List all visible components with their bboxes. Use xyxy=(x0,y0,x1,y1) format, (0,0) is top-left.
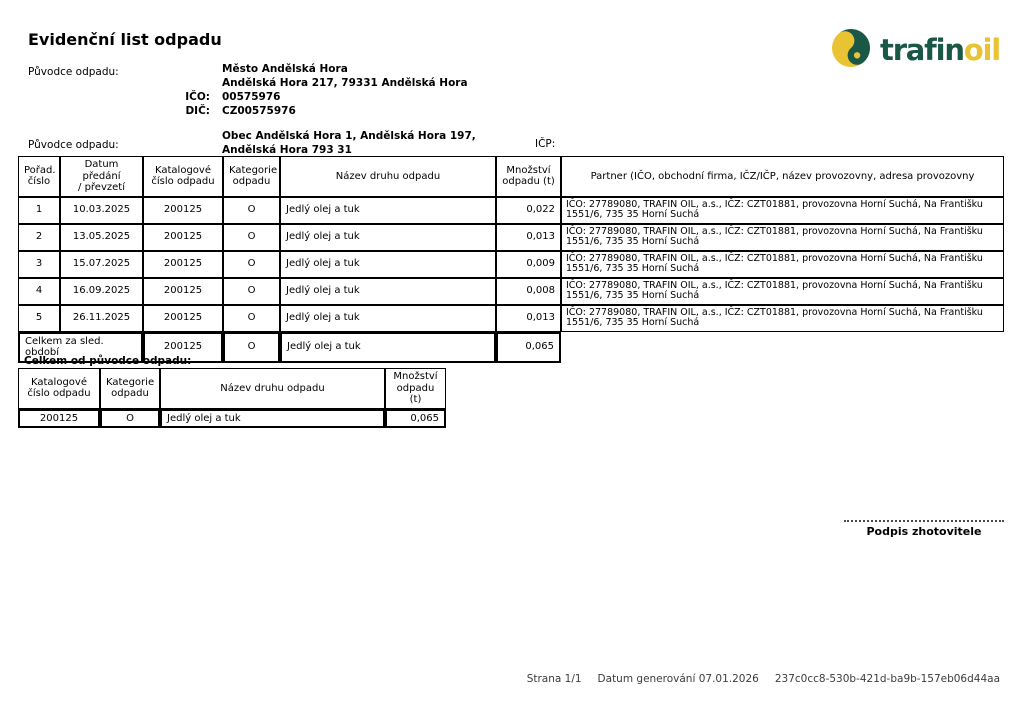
cell-katalog: 200125 xyxy=(143,305,223,332)
empty-cell xyxy=(561,332,1004,363)
table-row xyxy=(18,197,1004,224)
cell-partner: IČO: 27789080, TRAFIN OIL, a.s., IČZ: CZT01881, provozovna Horní Suchá, Na Františku 1551/6, 735 35 Horní Suchá xyxy=(561,305,1004,332)
icp-label: IČP: xyxy=(535,138,556,150)
originator1-address: Andělská Hora 217, 79331 Andělská Hora xyxy=(222,77,468,89)
cell-nazev: Jedlý olej a tuk xyxy=(280,305,496,332)
cell-nazev: Jedlý olej a tuk xyxy=(280,278,496,305)
cell-kategorie: O xyxy=(223,305,280,332)
total-katalog: 200125 xyxy=(143,332,223,363)
spacer xyxy=(146,76,210,90)
cell-mnozstvi: 0,013 xyxy=(496,224,561,251)
col-header-nazev: Název druhu odpadu xyxy=(280,156,496,197)
cell-kategorie: O xyxy=(223,224,280,251)
cell-porad: 5 xyxy=(18,305,60,332)
summary-table xyxy=(18,368,446,428)
cell-nazev: Jedlý olej a tuk xyxy=(160,409,385,429)
total-nazev: Jedlý olej a tuk xyxy=(280,332,496,363)
cell-kategorie: O xyxy=(223,278,280,305)
table-row xyxy=(18,224,1004,251)
cell-nazev: Jedlý olej a tuk xyxy=(280,251,496,278)
trafinoil-logo-icon xyxy=(831,28,871,72)
waste-records-table xyxy=(18,156,1004,363)
cell-datum: 26.11.2025 xyxy=(60,305,143,332)
cell-partner: IČO: 27789080, TRAFIN OIL, a.s., IČZ: CZT01881, provozovna Horní Suchá, Na Františku 1551/6, 735 35 Horní Suchá xyxy=(561,224,1004,251)
waste-table-header-row xyxy=(18,156,1004,197)
table-row xyxy=(18,305,1004,332)
dic-label: DIČ: xyxy=(185,105,210,117)
footer-document-uuid: 237c0cc8-530b-421d-ba9b-157eb06d44aa xyxy=(774,673,1000,685)
summary-heading: Celkem od původce odpadu: xyxy=(24,355,192,367)
ico-value: 00575976 xyxy=(222,91,281,103)
originator1-label: Původce odpadu: xyxy=(28,66,119,78)
summary-header-row xyxy=(18,368,446,409)
originator1-info xyxy=(146,62,468,118)
originator2-address: Obec Andělská Hora 1, Andělská Hora 197, Andělská Hora 793 31 xyxy=(222,130,476,156)
cell-kategorie: O xyxy=(223,197,280,224)
signature-dotted-line xyxy=(844,520,1004,522)
cell-datum: 15.07.2025 xyxy=(60,251,143,278)
cell-datum: 16.09.2025 xyxy=(60,278,143,305)
cell-datum: 10.03.2025 xyxy=(60,197,143,224)
total-kategorie: O xyxy=(223,332,280,363)
cell-katalog: 200125 xyxy=(143,278,223,305)
cell-katalog: 200125 xyxy=(143,251,223,278)
col-header-mnozstvi: Množství odpadu (t) xyxy=(496,156,561,197)
cell-katalog: 200125 xyxy=(143,197,223,224)
cell-mnozstvi: 0,008 xyxy=(496,278,561,305)
col-header-datum: Datum předání / převzetí xyxy=(60,156,143,197)
cell-mnozstvi: 0,009 xyxy=(496,251,561,278)
trafinoil-logo xyxy=(831,28,1000,72)
signature-block xyxy=(838,520,1010,538)
cell-katalog: 200125 xyxy=(143,224,223,251)
cell-mnozstvi: 0,065 xyxy=(385,409,446,429)
logo-word-trafin: trafin xyxy=(880,32,964,67)
col-header-nazev: Název druhu odpadu xyxy=(160,368,385,409)
total-mnozstvi: 0,065 xyxy=(496,332,561,363)
originator2-label: Původce odpadu: xyxy=(28,139,119,151)
page-title: Evidenční list odpadu xyxy=(28,30,222,49)
footer-generated-date: Datum generování 07.01.2026 xyxy=(597,673,759,685)
col-header-partner: Partner (IČO, obchodní firma, IČZ/IČP, název provozovny, adresa provozovny xyxy=(561,156,1004,197)
ico-label: IČO: xyxy=(185,91,210,103)
cell-mnozstvi: 0,013 xyxy=(496,305,561,332)
cell-porad: 4 xyxy=(18,278,60,305)
spacer xyxy=(146,62,210,76)
signature-label: Podpis zhotovitele xyxy=(866,525,982,538)
cell-porad: 1 xyxy=(18,197,60,224)
cell-katalog: 200125 xyxy=(18,409,100,429)
cell-kategorie: O xyxy=(100,409,160,429)
col-header-porad: Pořad. číslo xyxy=(18,156,60,197)
col-header-katalog: Katalogové číslo odpadu xyxy=(18,368,100,409)
col-header-kategorie: Kategorie odpadu xyxy=(100,368,160,409)
cell-nazev: Jedlý olej a tuk xyxy=(280,197,496,224)
logo-wordmark xyxy=(880,32,1000,67)
logo-word-oil: oil xyxy=(963,32,1000,67)
cell-porad: 2 xyxy=(18,224,60,251)
cell-kategorie: O xyxy=(223,251,280,278)
cell-partner: IČO: 27789080, TRAFIN OIL, a.s., IČZ: CZT01881, provozovna Horní Suchá, Na Františku 1551/6, 735 35 Horní Suchá xyxy=(561,251,1004,278)
footer-page-number: Strana 1/1 xyxy=(526,673,582,685)
total-label: Celkem za sled. období xyxy=(18,332,143,363)
table-row xyxy=(18,278,1004,305)
col-header-katalog: Katalogové číslo odpadu xyxy=(143,156,223,197)
col-header-kategorie: Kategorie odpadu xyxy=(223,156,280,197)
page-footer xyxy=(527,673,1000,685)
table-row xyxy=(18,409,446,429)
cell-porad: 3 xyxy=(18,251,60,278)
cell-mnozstvi: 0,022 xyxy=(496,197,561,224)
table-row xyxy=(18,251,1004,278)
cell-datum: 13.05.2025 xyxy=(60,224,143,251)
dic-value: CZ00575976 xyxy=(222,105,296,117)
col-header-mnozstvi: Množství odpadu (t) xyxy=(385,368,446,409)
cell-partner: IČO: 27789080, TRAFIN OIL, a.s., IČZ: CZT01881, provozovna Horní Suchá, Na Františku 1551/6, 735 35 Horní Suchá xyxy=(561,278,1004,305)
cell-partner: IČO: 27789080, TRAFIN OIL, a.s., IČZ: CZT01881, provozovna Horní Suchá, Na Františku 1551/6, 735 35 Horní Suchá xyxy=(561,197,1004,224)
originator1-name: Město Andělská Hora xyxy=(222,63,348,75)
cell-nazev: Jedlý olej a tuk xyxy=(280,224,496,251)
